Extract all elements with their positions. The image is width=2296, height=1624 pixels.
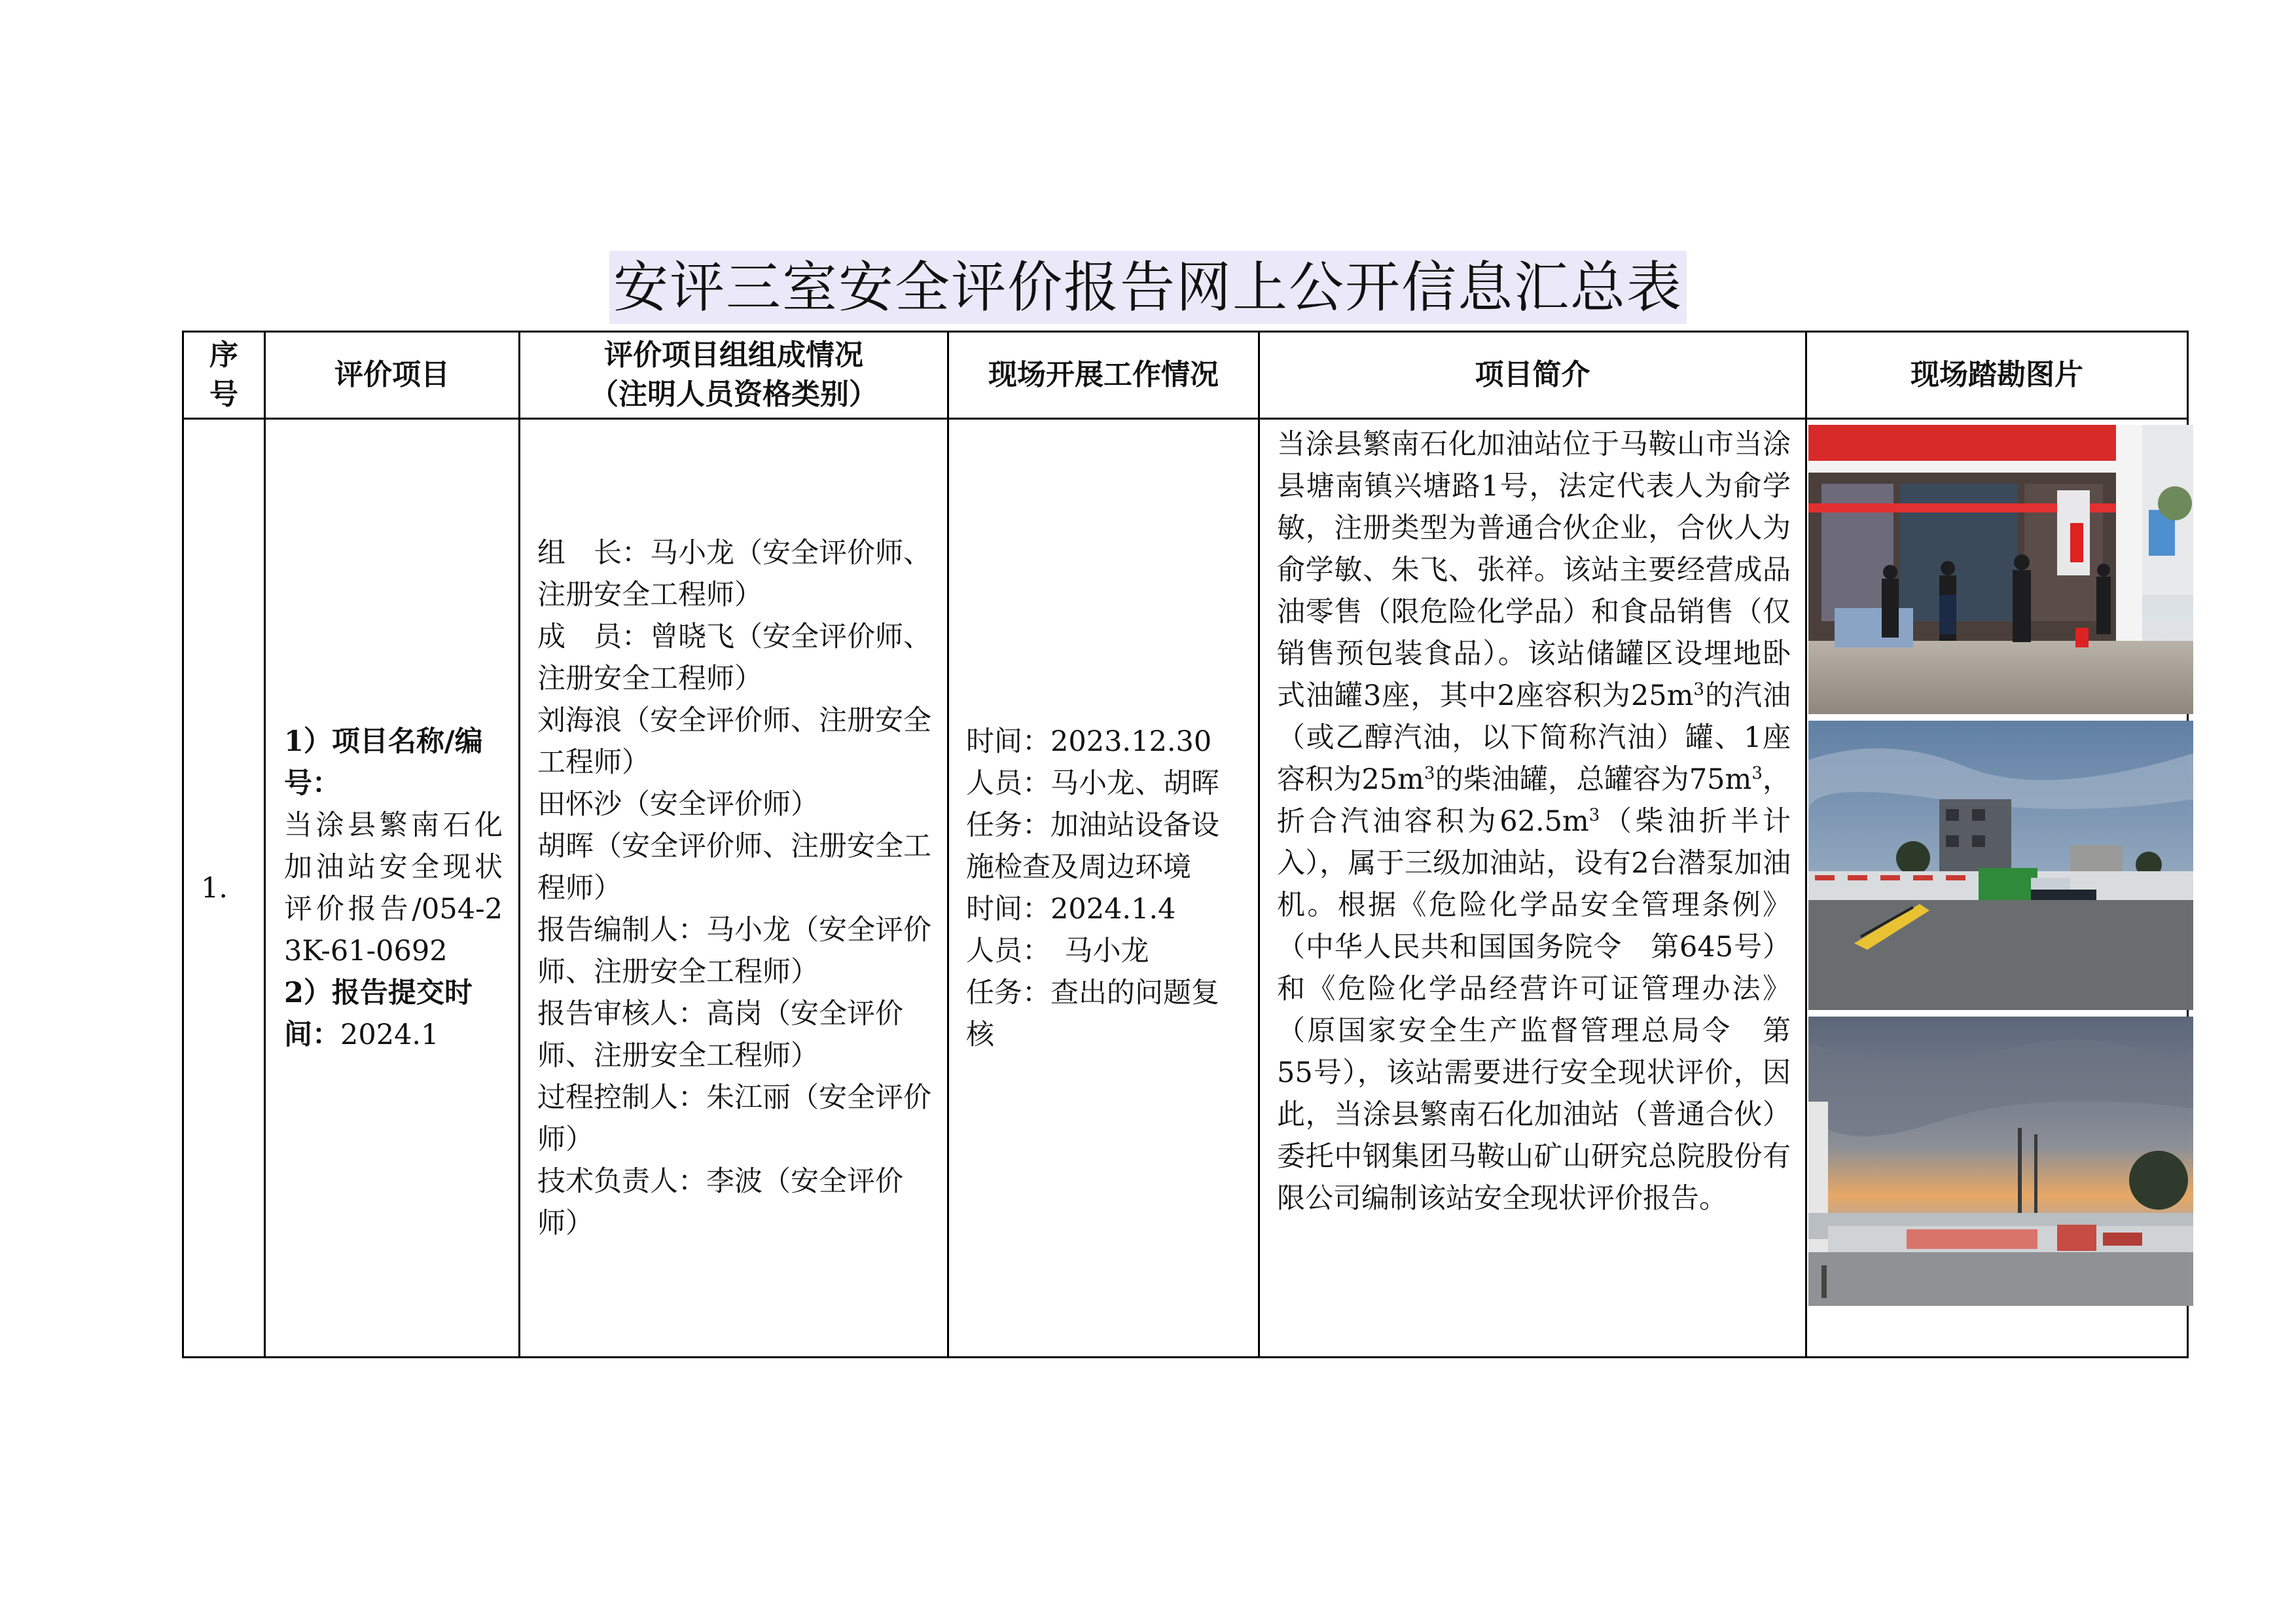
header-project: 评价项目 xyxy=(265,332,520,419)
team-member: 成 员：曾晓飞（安全评价师、注册安全工程师） xyxy=(537,620,931,695)
team-member: 过程控制人：朱江丽（安全评价师） xyxy=(537,1081,931,1156)
field-work-line: 时间：2023.12.30 xyxy=(966,725,1212,758)
header-field-work: 现场开展工作情况 xyxy=(948,332,1259,419)
info-table xyxy=(182,331,2189,1358)
field-work-cell xyxy=(948,419,1259,1358)
table-row xyxy=(183,419,2188,1358)
team-member: 报告编制人：马小龙（安全评价师、注册安全工程师） xyxy=(537,913,931,988)
header-index: 序 号 xyxy=(183,332,265,419)
brief-text: 当涂县繁南石化加油站位于马鞍山市当涂县塘南镇兴塘路1号，法定代表人为俞学敏，注册类型为普通合伙企业，合伙人为俞学敏、朱飞、张祥。该站主要经营成品油零售（限危险化学品）和食品销售（仅销售预包装食品）。该站储罐区设埋地卧式油罐3座，其中2座容积为25m xyxy=(1277,428,1791,712)
brief-text: 的汽油（或乙醇汽油，以下简称汽油）罐、1座容积为25m xyxy=(1277,679,1791,796)
field-work-line: 人员：马小龙、胡晖 xyxy=(966,767,1219,800)
site-photo-yard xyxy=(1808,721,2193,1010)
superscript: 3 xyxy=(1693,679,1704,700)
submit-time-value: 2024.1 xyxy=(340,1018,439,1051)
site-photo-tank-area xyxy=(1808,1017,2193,1306)
team-member: 组 长：马小龙（安全评价师、注册安全工程师） xyxy=(537,536,931,611)
brief-text: 的柴油罐，总罐容为75m xyxy=(1435,763,1752,796)
field-work-line: 人员： 马小龙 xyxy=(966,934,1149,967)
field-work-line: 时间：2024.1.4 xyxy=(966,892,1176,926)
team-member: 技术负责人：李波（安全评价师） xyxy=(537,1164,903,1240)
row-index: 1. xyxy=(183,419,265,1358)
site-photo-storefront xyxy=(1808,425,2193,714)
header-row xyxy=(183,332,2188,419)
field-work-line: 任务：查出的问题复核 xyxy=(966,976,1219,1051)
project-name-label: 1）项目名称/编号： xyxy=(284,725,483,800)
page-title: 安评三室安全评价报告网上公开信息汇总表 xyxy=(609,251,1687,324)
team-member: 胡晖（安全评价师、注册安全工程师） xyxy=(537,829,931,905)
brief-cell xyxy=(1259,419,1806,1358)
project-name-value: 当涂县繁南石化加油站安全现状评价报告/054-23K-61-0692 xyxy=(284,808,503,967)
photos-cell xyxy=(1806,419,2188,1358)
team-cell xyxy=(520,419,948,1358)
team-member: 刘海浪（安全评价师、注册安全工程师） xyxy=(537,704,931,779)
brief-text: （柴油折半计入），属于三级加油站，设有2台潜泵加油机。根据《危险化学品安全管理条例》（中华人民共和国国务院令 第645号）和《危险化学品经营许可证管理办法》（原国家安全生产监督管理总局令 第55号），该站需要进行安全现状评价，因此，当涂县繁南石化加油站（普通合伙）委托中钢集团马鞍山矿山研究总院股份有限公司编制该站安全现状评价报告。 xyxy=(1277,805,1791,1215)
brief-text: ，折合汽油容积为62.5m xyxy=(1277,763,1791,838)
header-brief: 项目简介 xyxy=(1259,332,1806,419)
project-cell xyxy=(265,419,520,1358)
team-member: 田怀沙（安全评价师） xyxy=(537,787,819,821)
team-member: 报告审核人：高岗（安全评价师、注册安全工程师） xyxy=(537,997,903,1072)
submit-time-label: 2）报告提交时间： xyxy=(284,976,473,1051)
header-photos: 现场踏勘图片 xyxy=(1806,332,2188,419)
superscript: 3 xyxy=(1588,805,1600,825)
header-team: 评价项目组组成情况 （注明人员资格类别） xyxy=(520,332,948,419)
superscript: 3 xyxy=(1424,763,1435,784)
superscript: 3 xyxy=(1751,763,1763,784)
field-work-line: 任务：加油站设备设施检查及周边环境 xyxy=(966,808,1219,884)
